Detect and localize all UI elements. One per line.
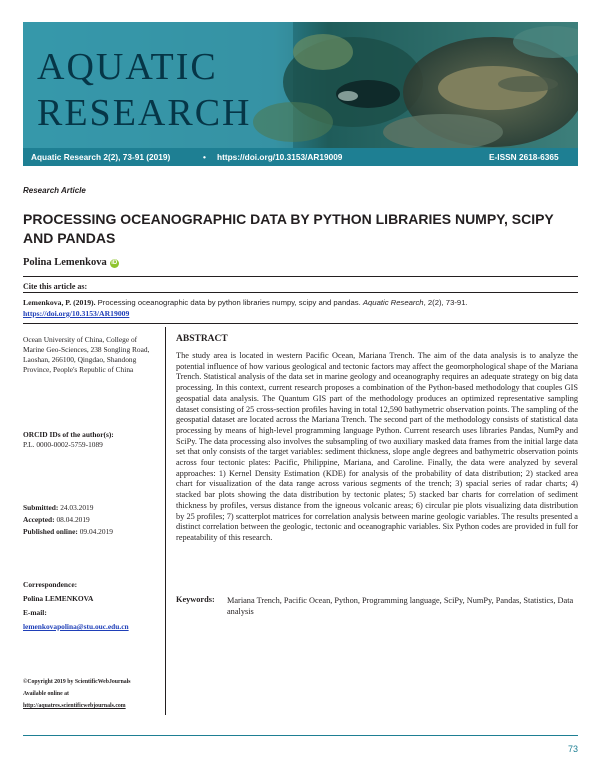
journal-citation: Aquatic Research 2(2), 73-91 (2019) [31,152,171,162]
correspondence-name: Polina LEMENKOVA [23,594,94,603]
journal-title-line2: RESEARCH [37,92,252,134]
article-title: PROCESSING OCEANOGRAPHIC DATA BY PYTHON LIBRARIES NUMPY, SCIPY AND PANDAS [23,211,554,246]
journal-banner [23,22,578,148]
abstract-body: The study area is located in western Pacific Ocean, Mariana Trench. The aim of the data analysis is to analyze the potential influence of how various geological and tectonic factors may affect the geomorphological shape of the Mariana Trench. Statistical analysis of the data set in marine geology and oceanography requires an adequate strategy on big data processing. In this context, current research proposes a combination of the Python-based methodology that couples GIS geospatial data analysis. The Quantum GIS part of the methodology produces an optimized representative sampling dataset consisting of 25 cross-section profiles having in total 12,590 bathymetric observation points. The sampling of the geospatial dataset are located across the Mariana Trench. The second part of the methodology consists of statistical data processing by means of high-level programming language Python. Current research uses libraries Pandas, NumPy and SciPy. The data processing also involves the subsampling of two auxiliary masked data frames from the initial large data set that only consists of the target variables: sediment thickness, slope angle degrees and bathymetric observation points across four tectonic plates: Pacific, Philippine, Mariana, and Caroline. Finally, the data were analyzed by several approaches: 1) Kernel Density Estimation (KDE) for analysis of the probability of data distribution; 2) stacked area chart for visualization of the data range across various segments of the trench; 3) spacial series of radar charts; 4) stacked bar plots showing the data distribution by tectonic plates; 5) stacked bar charts for correlation of sediment thickness by profiles, versus distance from the igneous volcanic areas; 6) circular pie plots visualizing data distribution by 25 profiles; 7) scatterplot matrices for correlation analysis between marine geologic variables. The results presented a distinct correlation between the geologic, tectonic and oceanographic variables. Six Python codes are provided in full for repeatability of this research. [176,351,578,542]
page-number: 73 [568,744,579,754]
cite-heading: Cite this article as: [23,282,88,291]
affiliation: Ocean University of China, College of Marine Geo-Sciences, 238 Songling Road, Laoshan, 266100, Qingdao, Shandong Province, People's Republic of China [23,335,150,374]
keywords-text: Mariana Trench, Pacific Ocean, Python, Programming language, SciPy, NumPy, Pandas, Statistics, Data analysis [227,596,574,616]
email-label: E-mail: [23,608,47,617]
author-line [23,257,119,268]
journal-url[interactable]: http://aquatres.scientificwebjournals.com [23,703,126,709]
orcid-block [23,430,158,450]
available-online: Available online at [23,691,69,697]
correspondence-block [23,580,158,632]
orcid-heading: ORCID IDs of the author(s): [23,430,114,439]
cite-authors: Lemenkova, P. (2019). [23,298,96,307]
orcid-icon[interactable]: iD [111,260,118,266]
divider-cite-bottom [23,323,578,324]
footer-divider [23,735,578,736]
keywords-label: Keywords: [176,595,215,604]
journal-title-line1: AQUATIC [37,46,218,88]
dates-block [23,503,158,537]
divider-top [23,276,578,277]
orcid-value: P.L. 0000-0002-5759-1089 [23,440,103,449]
article-type: Research Article [23,186,86,195]
submitted-value: 24.03.2019 [60,503,94,512]
author-name: Polina Lemenkova [23,257,107,268]
published-label: Published online: [23,527,78,536]
submitted-label: Submitted: [23,503,59,512]
cite-rest: , 2(2), 73-91. [423,298,468,307]
cite-doi-link[interactable]: https://doi.org/10.3153/AR19009 [23,309,130,318]
copyright: ©Copyright 2019 by ScientificWebJournals [23,679,131,685]
cite-journal: Aquatic Research [362,298,424,307]
abstract-heading: ABSTRACT [176,334,228,344]
doi-link[interactable]: https://doi.org/10.3153/AR19009 [217,152,343,162]
eissn: E-ISSN 2618-6365 [489,152,559,162]
bullet-separator: • [203,152,206,162]
correspondence-heading: Correspondence: [23,580,78,589]
email-link[interactable]: lemenkovapolina@stu.ouc.edu.cn [23,622,129,631]
accepted-label: Accepted: [23,515,55,524]
accepted-value: 08.04.2019 [56,515,90,524]
journal-info-bar [23,148,578,166]
cite-title: Processing oceanographic data by python libraries numpy, scipy and pandas. [95,298,363,307]
citation-text [23,297,578,319]
copyright-block [23,676,158,712]
column-divider [165,327,166,715]
divider-cite [23,292,578,293]
published-value: 09.04.2019 [79,527,113,536]
